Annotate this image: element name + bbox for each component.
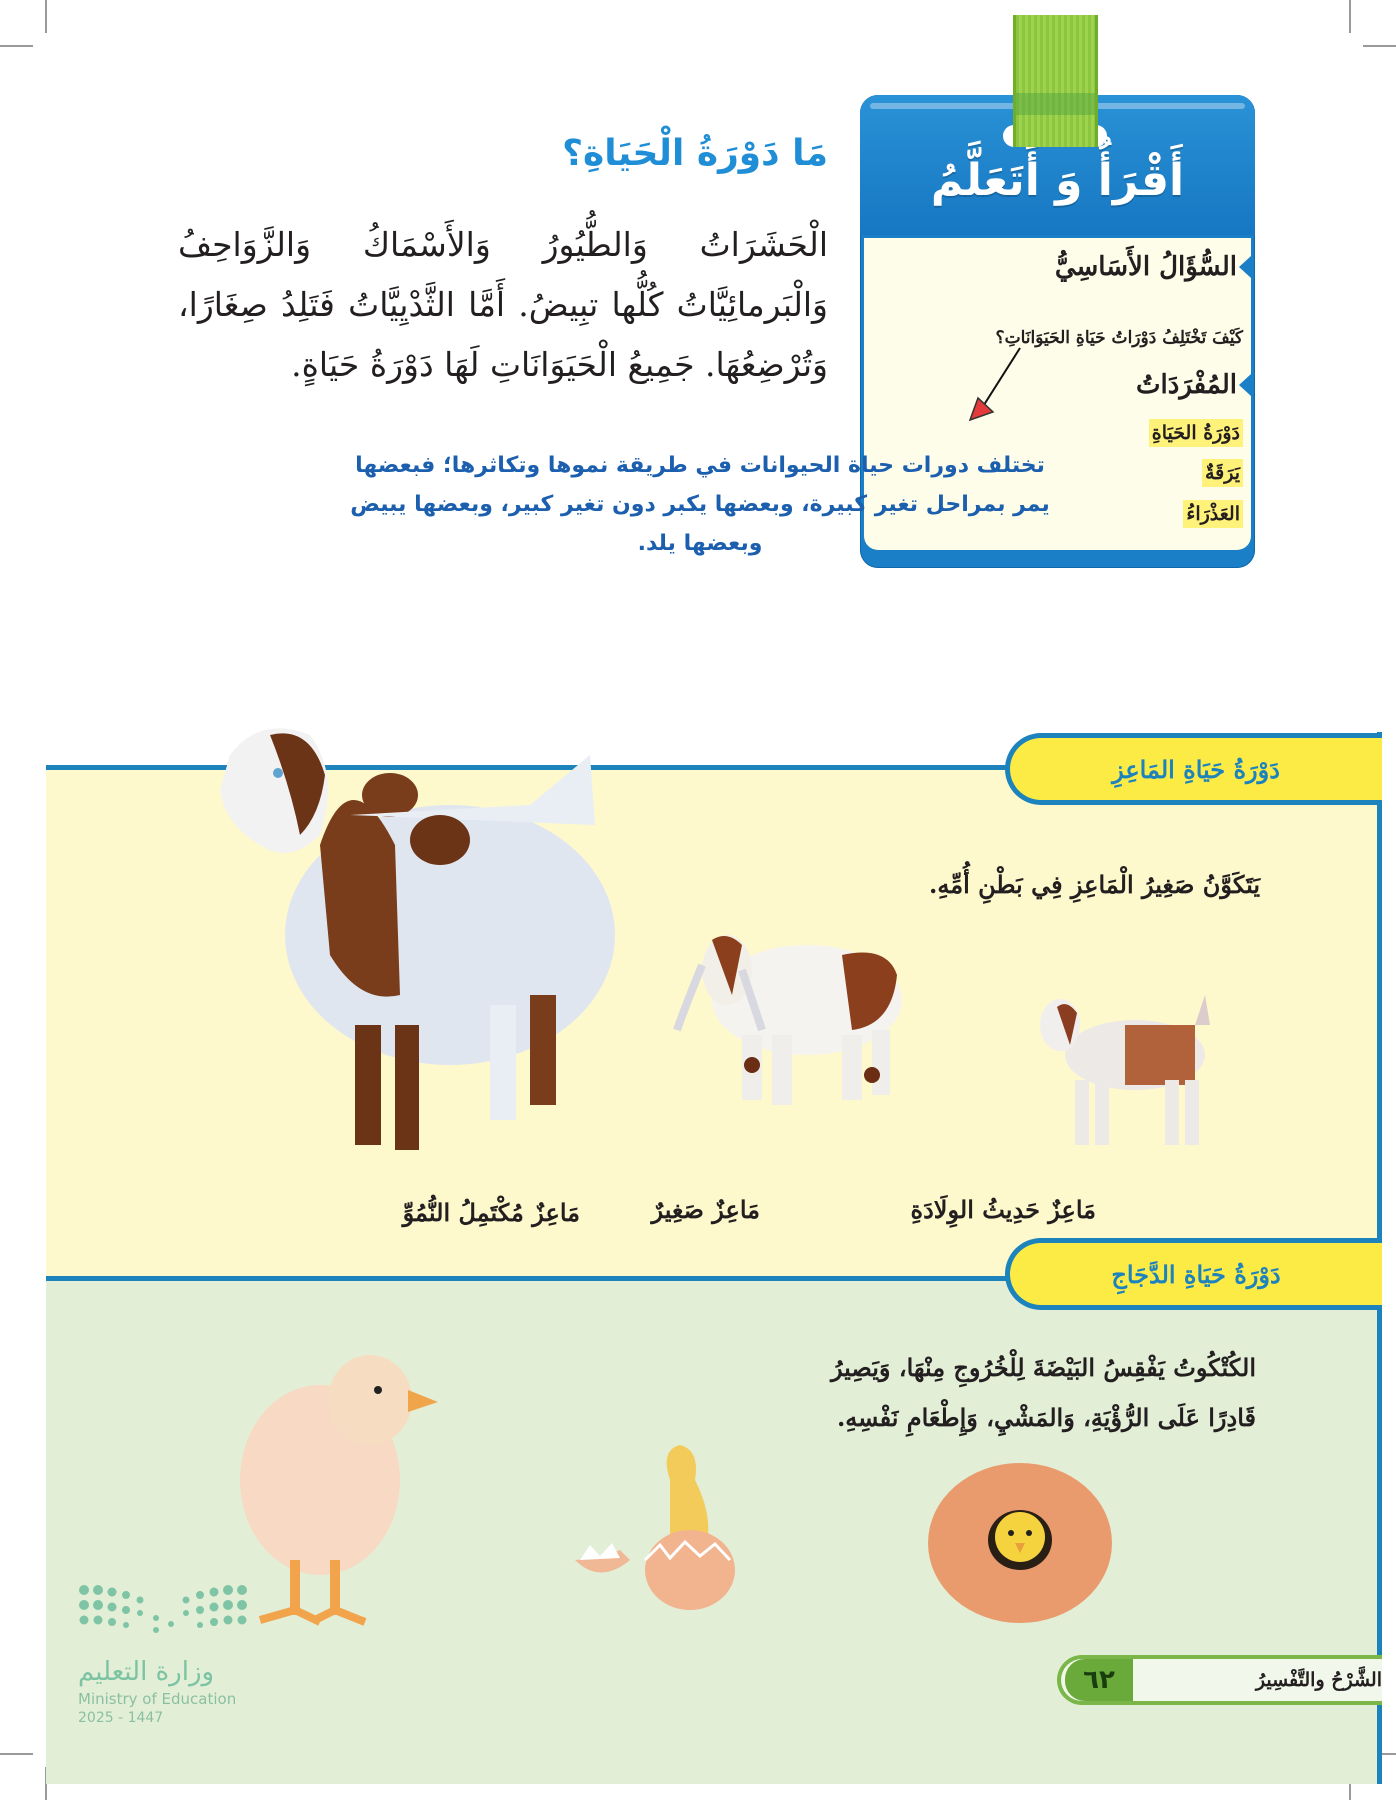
stage-caption: مَاعِزٌ مُكْتَمِلُ النُّمُوِّ bbox=[402, 1198, 580, 1227]
essential-question-label: السُّؤَالُ الأَسَاسِيُّ bbox=[1054, 252, 1237, 282]
crop-mark bbox=[45, 0, 47, 33]
stage-caption: مَاعِزٌ حَدِيثُ الوِلَادَةِ bbox=[910, 1195, 1096, 1224]
chicken-description-line1: الكُتْكُوتُ يَفْقِسُ البَيْضَةَ لِلْخُرُوجِ مِنْهَا، وَيَصِيرُ bbox=[830, 1353, 1256, 1382]
vocab-term: دَوْرَةُ الحَيَاةِ bbox=[1149, 419, 1243, 447]
chicken-description-line2: قَادِرًا عَلَى الرُّؤْيَةِ، وَالمَشْيِ، وَإِطْعَامِ نَفْسِهِ. bbox=[836, 1403, 1256, 1432]
crop-mark bbox=[1349, 0, 1351, 33]
newborn-goat-image bbox=[1015, 985, 1245, 1155]
ministry-name-en: Ministry of Education bbox=[78, 1690, 237, 1708]
arrow-pointer-icon bbox=[960, 340, 1040, 430]
goat-description: يَتَكَوَّنُ صَغِيرُ الْمَاعِزِ فِي بَطْنِ أُمِّهِ. bbox=[928, 870, 1260, 899]
answer-note: تختلف دورات حياة الحيوانات في طريقة نموها وتكاثرها؛ فبعضها يمر بمراحل تغير كبيرة، وبعضها يكبر دون تغير كبير، وبعضها يبيض وبعضها يلد. bbox=[350, 453, 1050, 556]
adult-goat-image bbox=[150, 695, 630, 1165]
goat-section-tab bbox=[1005, 733, 1382, 805]
hatching-chick-image bbox=[570, 1440, 770, 1610]
young-chicken-image bbox=[220, 1330, 500, 1630]
triangle-marker-icon bbox=[1239, 374, 1251, 396]
ministry-logo-icon bbox=[76, 1580, 256, 1640]
triangle-marker-icon bbox=[1239, 256, 1251, 278]
chick-in-egg-image bbox=[925, 1455, 1115, 1625]
vocab-term: يَرَقَةٌ bbox=[1202, 459, 1243, 487]
crop-mark bbox=[1363, 45, 1396, 47]
essential-question-heading bbox=[1055, 252, 1251, 282]
crop-mark bbox=[0, 1753, 33, 1755]
lesson-heading: مَا دَوْرَةُ الْحَيَاةِ؟ bbox=[562, 133, 828, 174]
chicken-section-tab bbox=[1005, 1238, 1382, 1310]
chicken-section-title: دَوْرَةُ حَيَاةِ الدَّجَاجِ bbox=[1111, 1259, 1281, 1289]
page-footer-pill bbox=[1057, 1655, 1382, 1705]
goat-section-title: دَوْرَةُ حَيَاةِ المَاعِزِ bbox=[1112, 754, 1280, 784]
stage-caption: مَاعِزٌ صَغِيرٌ bbox=[651, 1195, 760, 1224]
academic-year: 2025 - 1447 bbox=[78, 1710, 164, 1726]
ministry-name-ar: وزارة التعليم bbox=[78, 1657, 215, 1687]
green-ribbon bbox=[1013, 15, 1098, 147]
young-goat-image bbox=[672, 915, 942, 1110]
crop-mark bbox=[0, 45, 33, 47]
essential-question: كَيْفَ تَخْتَلِفُ دَوْرَاتُ حَيَاةِ الحَيَوَانَاتِ؟ bbox=[995, 328, 1243, 348]
intro-paragraph: الْحَشَرَاتُ وَالطُّيُورُ وَالأَسْمَاكُ وَالزَّوَاحِفُ وَالْبَرمائِيَّاتُ كُلُّها تبِيضُ. أَمَّا الثَّدْيِيَّاتُ فَتَلِدُ صِغَارًا، وَتُرْضِعُهَا. جَمِيعُ الْحَيَوَانَاتِ لَهَا دَوْرَةُ حَيَاةٍ. bbox=[178, 225, 828, 384]
vocab-term: العَذْرَاءُ bbox=[1183, 500, 1243, 528]
card-title: أَقْرَأُ وَ أَتَعَلَّمُ bbox=[930, 155, 1185, 206]
page-number: ٦٢ bbox=[1065, 1659, 1133, 1701]
vocabulary-heading bbox=[1136, 370, 1251, 400]
vocabulary-label: المُفْرَدَاتُ bbox=[1136, 370, 1237, 400]
section-label: الشَّرْحُ والتَّفْسِيرُ bbox=[1255, 1669, 1382, 1691]
